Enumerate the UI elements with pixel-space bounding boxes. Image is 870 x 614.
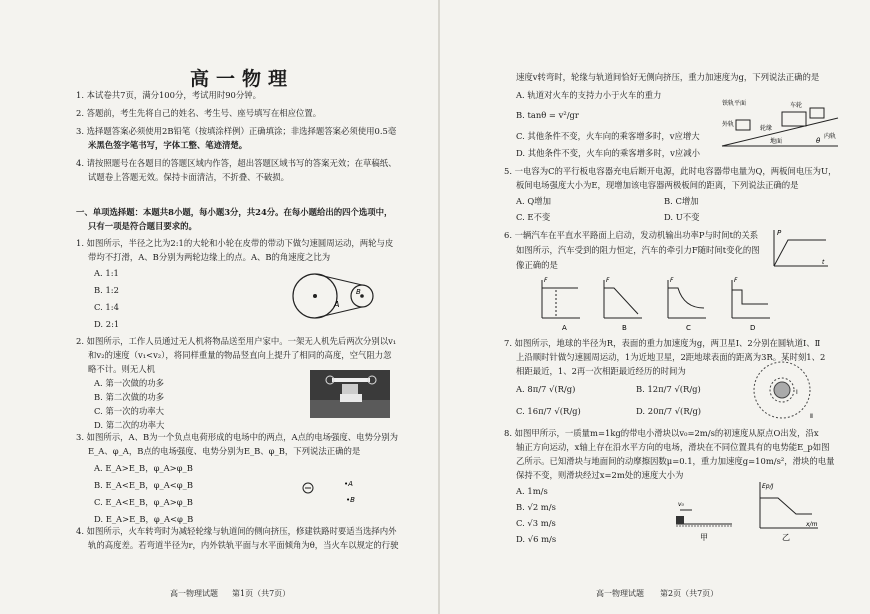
svg-text:F: F [670,277,674,284]
q3-option-a[interactable]: A. E_A>E_B，φ_A>φ_B [94,463,193,473]
q5-stem-cont: 板间电场强度大小为E，现增加该电容器两极板间的距离，下列说法正确的是 [516,180,799,190]
q7-stem: 7. 如图所示，地球的半径为R，表面的重力加速度为g，两卫星Ⅰ、2分别在圆轨道Ⅰ、Ⅱ [504,338,821,348]
svg-text:•A: •A [344,480,353,488]
label-rail-plane: 铁轨平面 [722,100,747,107]
belt-pulley-figure [290,272,380,324]
caption-jia: 甲 [700,533,708,542]
q2-option-b[interactable]: B. 第二次做的功多 [94,392,165,402]
q1-option-a[interactable]: A. 1:1 [94,268,119,278]
q2-stem-cont: 和v₂的速度（v₁<v₂），将同样重量的物品竖直向上提升了相同的高度，空气阻力忽 [88,350,392,360]
q5-option-d[interactable]: D. U不变 [664,212,700,222]
instruction-3: 3. 选择题答案必须使用2B铅笔（按填涂样例）正确填涂；非选择题答案必须使用0.5毫 [76,126,397,136]
q4-option-c[interactable]: C. 其他条件不变，火车向的乘客增多时，v应增大 [516,131,700,141]
instruction-1: 1. 本试卷共7页，满分100分，考试用时90分钟。 [76,90,261,100]
q1-stem: 1. 如图所示，半径之比为2:1的大轮和小轮在皮带的带动下做匀速圆周运动，两轮与皮 [76,238,394,248]
svg-text:F: F [734,277,738,284]
q7-option-b[interactable]: B. 12π/7 √(R/g) [636,384,701,394]
svg-text:x/m: x/m [806,521,818,528]
q4-option-d[interactable]: D. 其他条件不变，火车向的乘客增多时，v应减小 [516,148,700,158]
q5-option-c[interactable]: C. E不变 [516,212,551,222]
q8-stem: 8. 如图甲所示，一质量m=1kg的带电小滑块以v₀=2m/s的初速度从原点O出发，沿x [504,428,819,438]
svg-text:A: A [334,300,340,309]
graph-label-d: D [750,324,756,332]
instruction-4-cont: 试题卷上答题无效。保持卡面清洁，不折叠、不破损。 [88,172,289,182]
satellite-orbit-figure [750,358,824,422]
page-gutter [438,0,440,614]
q1-option-b[interactable]: B. 1:2 [94,285,119,295]
section-1-title-cont: 只有一项是符合题目要求的。 [88,221,197,231]
q5-option-a[interactable]: A. Q增加 [516,196,551,206]
q8-option-d[interactable]: D. √6 m/s [516,534,557,544]
q1-stem-cont: 带均不打滑，A、B分别为两轮边缘上的点。A、B的角速度之比为 [88,252,331,262]
q4-stem-cont3: 速度v转弯时，轮缘与轨道间恰好无侧向挤压，重力加速度为g，下列说法正确的是 [516,72,820,82]
svg-text:P: P [777,229,782,237]
q8-stem-cont2: 乙所示。已知滑块与地面间的动摩擦因数μ=0.1，重力加速度g=10m/s²，滑块的电量 [516,456,835,466]
q7-option-d[interactable]: D. 20π/7 √(R/g) [636,406,702,416]
label-wheel: 车轮 [790,102,803,109]
train-curve-figure [720,96,840,154]
svg-text:Ⅱ: Ⅱ [810,413,813,420]
graph-b [604,277,642,318]
q2-option-c[interactable]: C. 第一次的功率大 [94,406,165,416]
drone-photo [310,370,390,418]
graph-c [668,277,706,318]
label-inner-rail: 内轨 [824,133,837,140]
caption-yi: 乙 [782,533,790,542]
q7-stem-cont: 上沿顺时针做匀速圆周运动，1为近地卫星，2距地球表面的距离为3R。某时刻1、2 [516,352,826,362]
footer-page-left: 第1页（共7页） [232,589,291,598]
svg-text:Ep/J: Ep/J [762,483,774,490]
section-1-title: 一、单项选择题：本题共8小题，每小题3分，共24分。在每小题给出的四个选项中， [76,207,393,217]
q2-option-d[interactable]: D. 第二次的功率大 [94,420,165,430]
q3-option-d[interactable]: D. E_A>E_B，φ_A<φ_B [94,514,194,524]
q8-stem-cont3: 保持不变，则滑块经过x=2m处的速度大小为 [516,470,684,480]
q3-option-b[interactable]: B. E_A<E_B，φ_A<φ_B [94,480,193,490]
q3-stem-cont: E_A、φ_A，B点的电场强度、电势分别为E_B、φ_B，下列说法正确的是 [88,446,361,456]
q6-power-graph [766,226,832,272]
svg-text:Ⅰ: Ⅰ [796,389,798,396]
graph-label-a: A [562,324,567,332]
page-title: 高一物理 [190,68,295,90]
label-theta: θ [816,137,821,145]
q1-option-d[interactable]: D. 2:1 [94,319,120,329]
label-flange: 轮缘 [760,125,773,132]
q4-option-b[interactable]: B. tanθ = v²/gr [516,110,579,120]
svg-text:•B: •B [346,496,355,504]
graph-label-b: B [622,324,627,332]
q2-stem-cont2: 略不计。则无人机 [88,364,155,374]
label-ground: 地面 [770,138,783,145]
q7-option-a[interactable]: A. 8π/7 √(R/g) [516,384,576,394]
q8-option-c[interactable]: C. √3 m/s [516,518,556,528]
q7-option-c[interactable]: C. 16π/7 √(R/g) [516,406,581,416]
graph-d [732,277,770,318]
footer-title-left: 高一物理试题 [170,589,218,598]
q6-stem-cont: 如图所示，汽车受到的阻力恒定，汽车的牵引力F随时间t变化的图 [516,245,760,255]
point-charge-figure [296,474,366,508]
svg-text:F: F [606,277,610,284]
q6-stem-cont2: 像正确的是 [516,260,558,270]
instruction-4: 4. 请按照题号在各题目的答题区域内作答，超出答题区域书写的答案无效；在草稿纸、 [76,158,397,168]
q6-stem: 6. 一辆汽车在平直水平路面上启动，发动机输出功率P与时间t的关系 [504,230,759,240]
q8-option-a[interactable]: A. 1m/s [516,486,548,496]
q8-stem-cont: 轴正方向运动，x轴上存在沿水平方向的电场，滑块在不同位置具有的电势能E_p如图 [516,442,830,452]
q4-stem-cont: 轨的高度差。若弯道半径为r，内外铁轨平面与水平面倾角为θ，当火车以规定的行驶 [88,540,399,550]
q4-stem: 4. 如图所示，火车转弯时为减轻轮缘与轨道间的侧向挤压，修建铁路时要适当选择内外 [76,526,397,536]
q2-stem: 2. 如图所示，工作人员通过无人机将物品送至用户家中。一架无人机先后两次分别以v₁ [76,336,397,346]
q3-option-c[interactable]: C. E_A<E_B，φ_A>φ_B [94,497,193,507]
q8-option-b[interactable]: B. √2 m/s [516,502,556,512]
q2-option-a[interactable]: A. 第一次做的功多 [94,378,164,388]
q8-figure-yi-ep-graph [750,478,822,544]
q1-option-c[interactable]: C. 1:4 [94,302,119,312]
q7-stem-cont2: 相距最近，1、2再一次相距最近经历的时间为 [516,366,686,376]
footer-page-right: 第2页（共7页） [660,589,719,598]
footer-title-right: 高一物理试题 [596,589,644,598]
instruction-2: 2. 答题前，考生先将自己的姓名、考生号、座号填写在相应位置。 [76,108,322,118]
graph-a [542,277,580,318]
q6-answer-graphs [530,274,780,334]
q5-option-b[interactable]: B. C增加 [664,196,699,206]
instruction-3-cont: 米黑色签字笔书写，字体工整、笔迹清楚。 [88,140,248,150]
graph-label-c: C [686,324,691,332]
svg-text:v₀: v₀ [678,501,684,508]
q8-figure-jia [670,494,736,542]
svg-text:t: t [822,259,825,266]
svg-text:B: B [356,288,361,296]
q5-stem: 5. 一电容为C的平行板电容器充电后断开电源，此时电容器带电量为Q，两板间电压为U， [504,166,837,176]
q3-stem: 3. 如图所示，A、B为一个负点电荷形成的电场中的两点，A点的电场强度、电势分别为 [76,432,399,442]
q4-option-a[interactable]: A. 轨道对火车的支持力小于火车的重力 [516,90,662,100]
label-outer-rail: 外轨 [722,121,735,128]
svg-text:F: F [544,277,548,284]
